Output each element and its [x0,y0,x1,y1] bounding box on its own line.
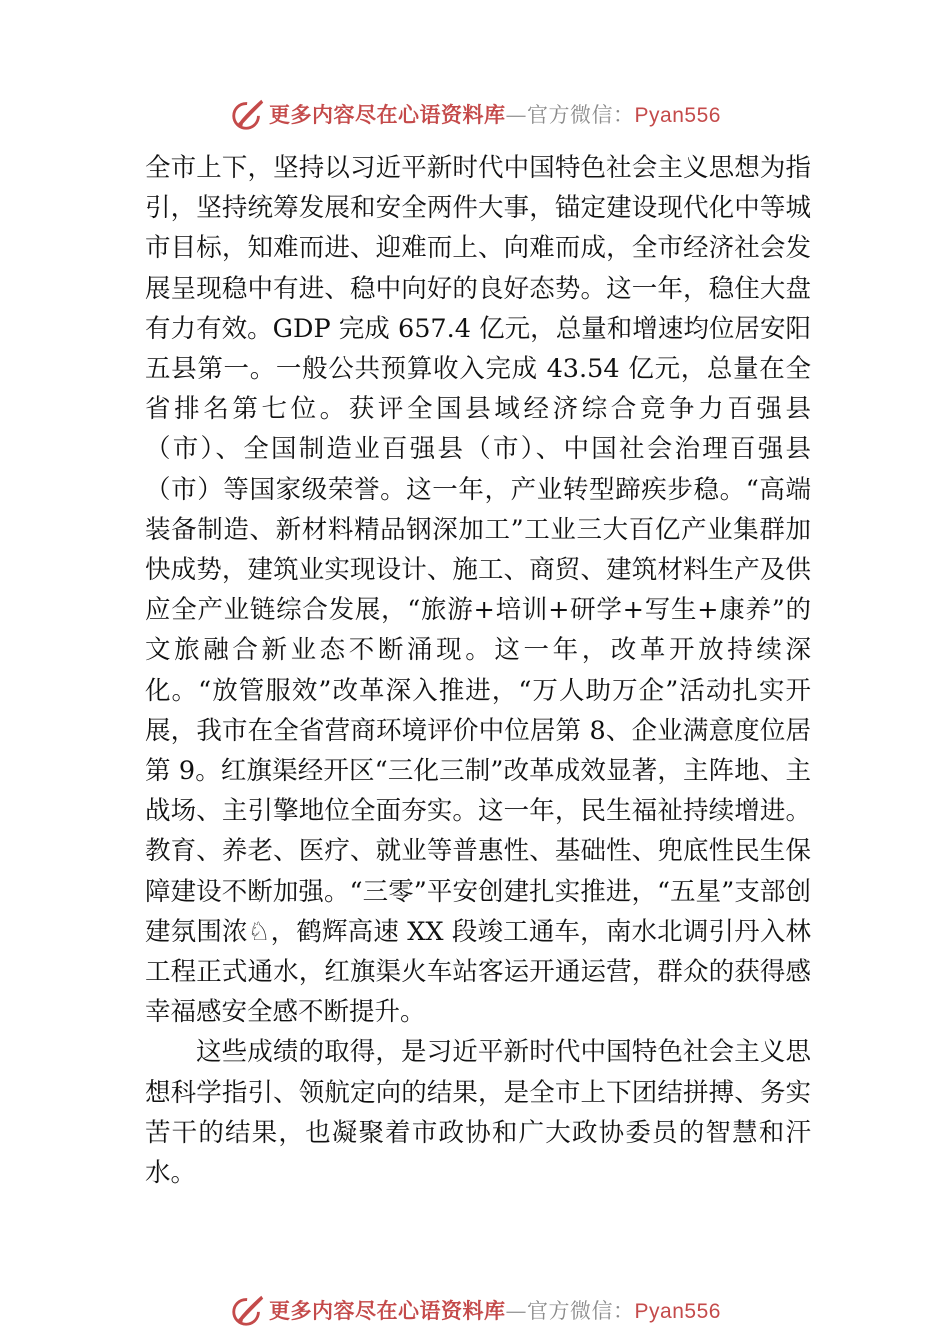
header-wechat-label: 官方微信： [527,103,635,127]
header-brand: 更多内容尽在心语资料库 [269,102,506,127]
brush-logo-icon [229,1291,267,1329]
header-text [269,99,721,129]
footer-text [269,1295,721,1325]
footer-wechat-id: Pyan556 [634,1300,721,1323]
header-banner [0,94,950,134]
document-body [145,148,811,1193]
footer-wechat-label: 官方微信： [527,1299,635,1323]
header-wechat-id: Pyan556 [634,104,721,127]
footer-brand: 更多内容尽在心语资料库 [269,1298,506,1323]
paragraph-1: 全市上下，坚持以习近平新时代中国特色社会主义思想为指引，坚持统筹发展和安全两件大事，锚定建设现代化中等城市目标，知难而进、迎难而上、向难而成，全市经济社会发展呈现稳中有进、稳中向好的良好态势。这一年，稳住大盘 有力有效。GDP 完成 657.4 亿元，总量和增速均位居安阳五县第一。一般公共预算收入完成 43.54 亿元，总量在全省排名第七位。获评全国县域经济综合竞争力百强县（市）、全国制造业百强县（市）、中国社会治理百强县（市）等国家级荣誉。这一年，产业转型蹄疾步稳。“高端装备制造、新材料精品钢深加工”工业三大百亿产业集群加快成势，建筑业实现设计、施工、商贸、建筑材料生产及供应全产业链综合发展，“旅游+培训+研学+写生+康养”的文旅融合新业态不断涌现。这一年，改革开放持续深化。“放管服效”改革深入推进，“万人助万企”活动扎实开展，我市在全省营商环境评价中位居第 8、企业满意度位居第 9。红旗渠经开区“三化三制”改革成效显著，主阵地、主战场、主引擎地位全面夯实。这一年，民生福祉持续增进。教育、养老、医疗、就业等普惠性、基础性、兜底性民生保障建设不断加强。“三零”平安创建扎实推进，“五星”支部创建氛围浓♘，鹤辉高速 XX 段竣工通车，南水北调引丹入林工程正式通水，红旗渠火车站客运开通运营，群众的获得感幸福感安全感不断提升。 [145,153,811,1028]
paragraph-2: 这些成绩的取得，是习近平新时代中国特色社会主义思想科学指引、领航定向的结果，是全市上下团结拼搏、务实苦干的结果，也凝聚着市政协和广大政协委员的智慧和汗水。 [145,1037,811,1189]
header-separator: — [505,103,528,127]
footer-separator: — [505,1299,528,1323]
footer-banner [0,1290,950,1330]
brush-logo-icon [229,95,267,133]
